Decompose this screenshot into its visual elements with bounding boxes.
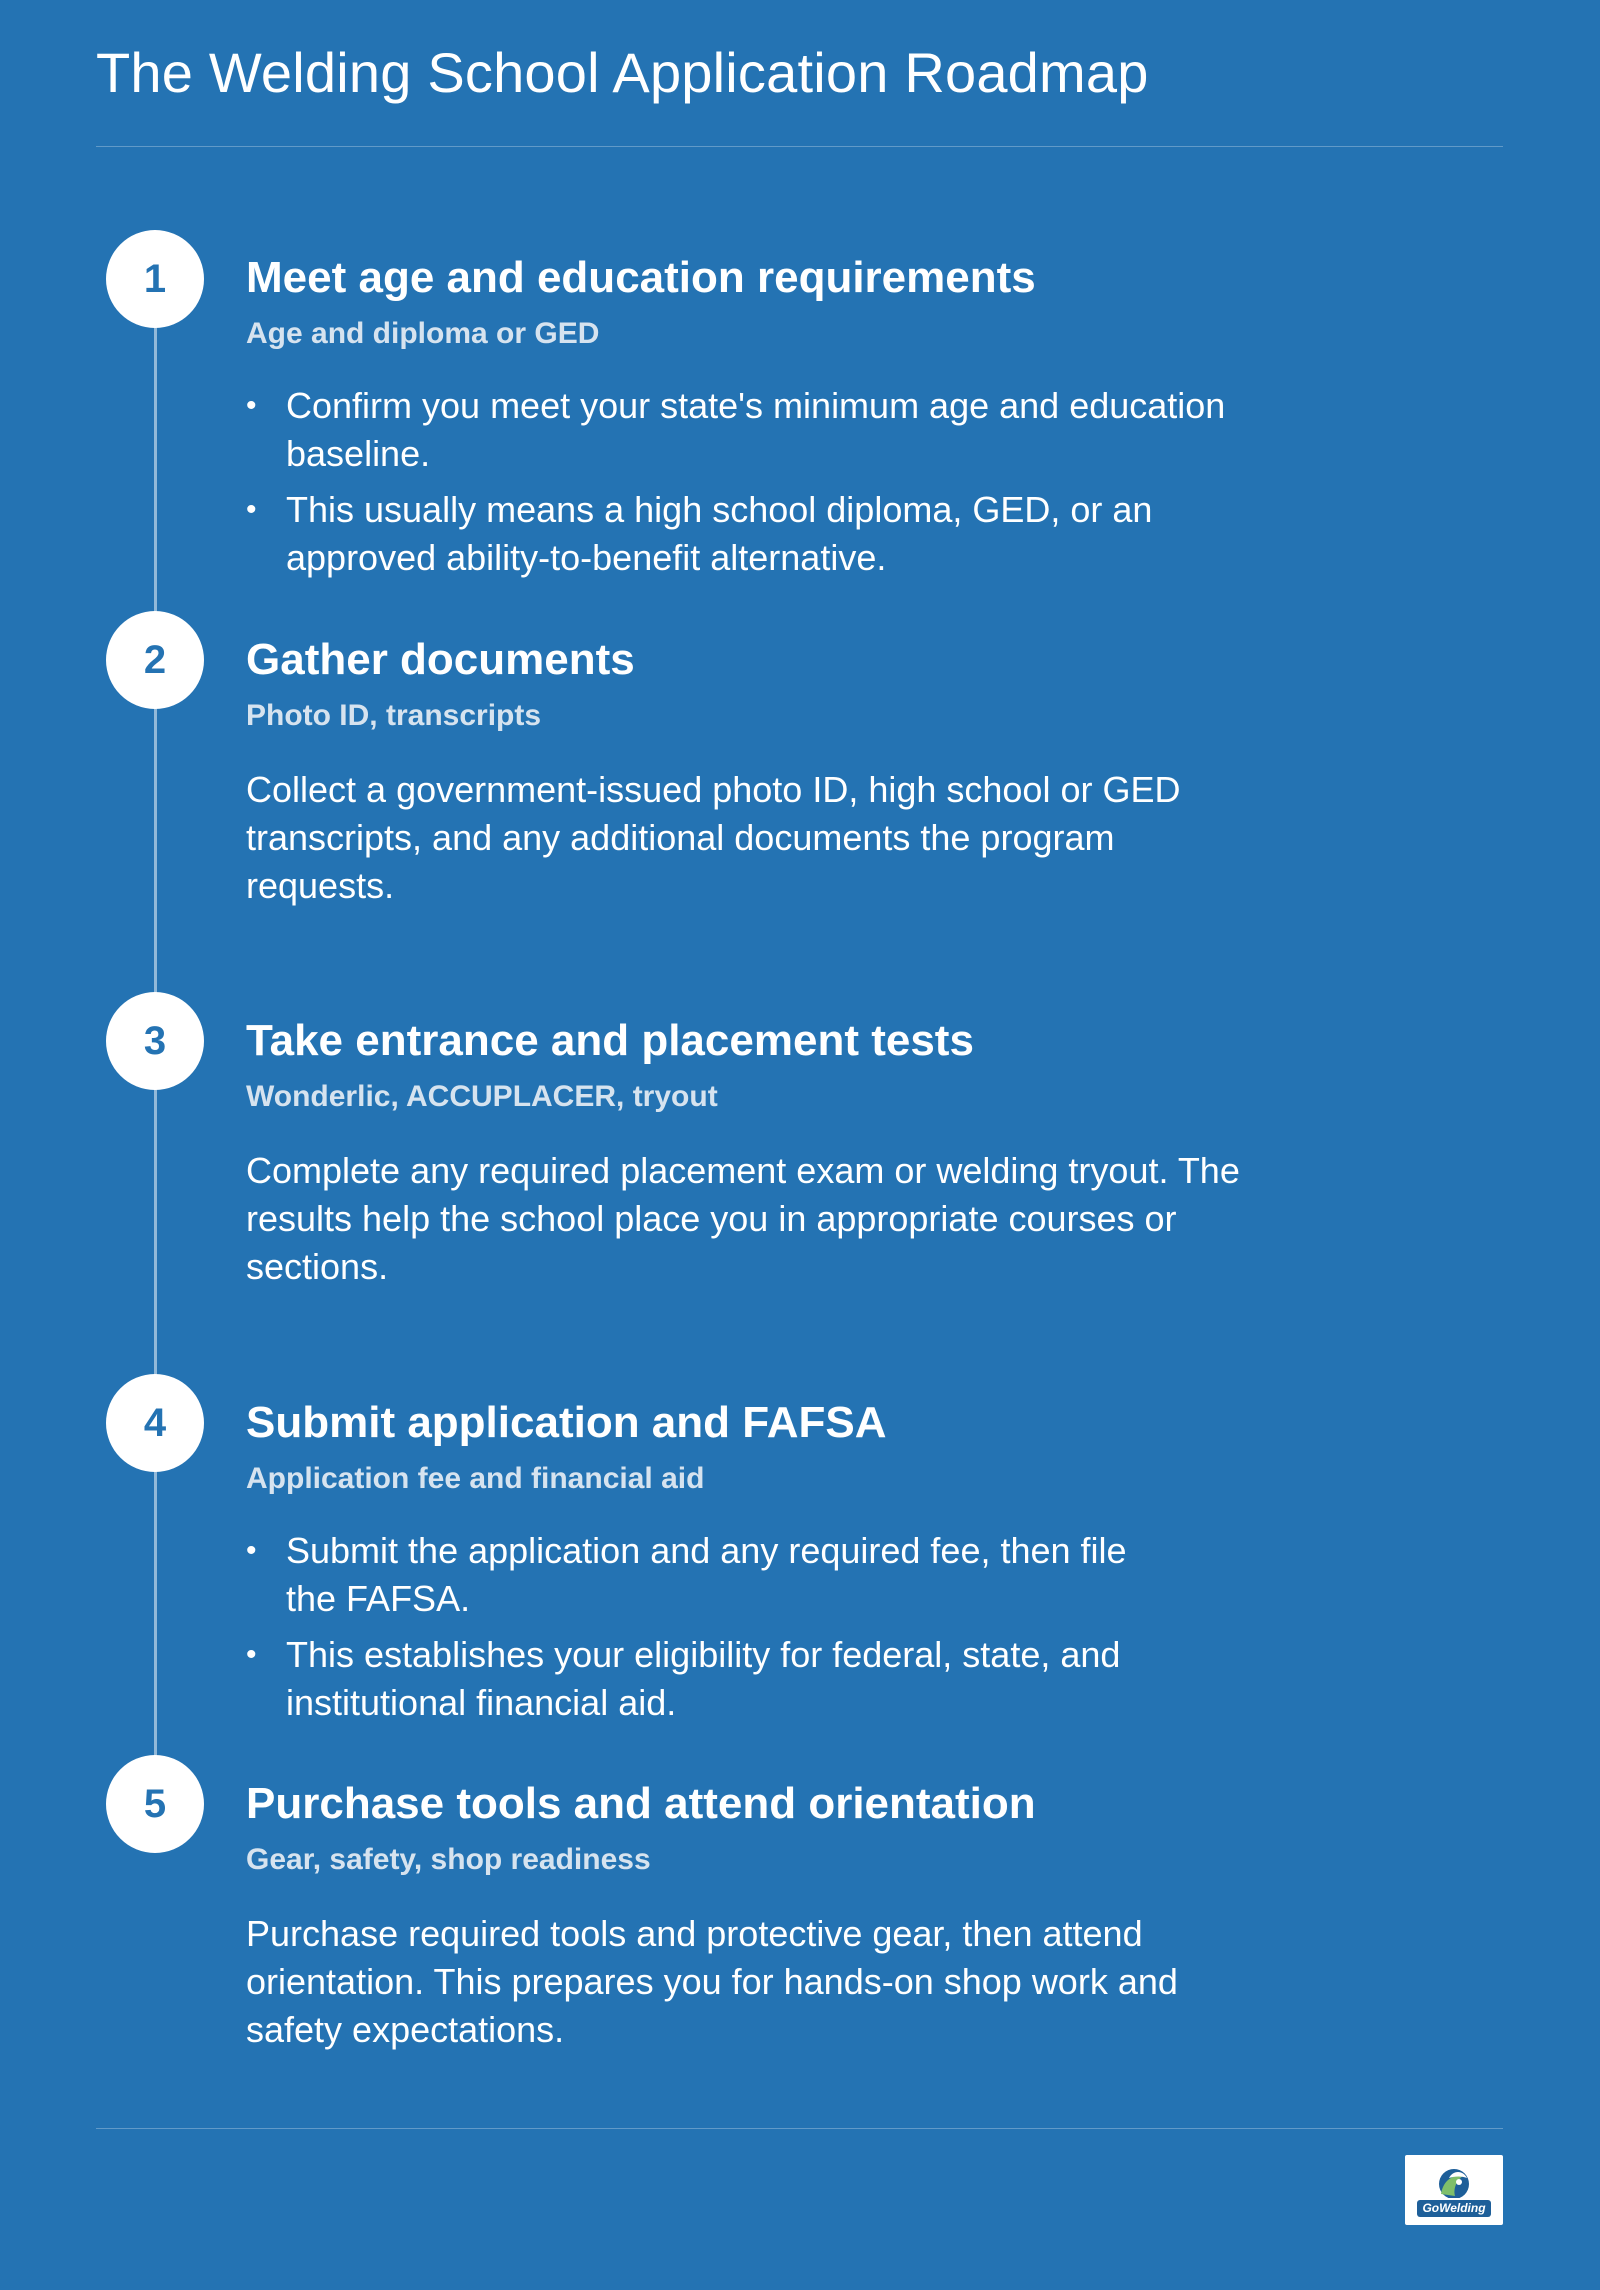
step-title: Submit application and FAFSA bbox=[246, 1398, 887, 1447]
step-number-1: 1 bbox=[106, 230, 204, 328]
step-subtitle: Age and diploma or GED bbox=[246, 317, 600, 350]
step-1 bbox=[246, 250, 1306, 590]
step-description: Purchase required tools and protective gear, then attend orientation. This prepares you for hands-on shop work and safety expectations. bbox=[246, 1913, 1178, 2050]
step-subtitle: Gear, safety, shop readiness bbox=[246, 1843, 651, 1876]
step-title: Meet age and education requirements bbox=[246, 253, 1036, 302]
step-number-5: 5 bbox=[106, 1755, 204, 1853]
step-subtitle: Application fee and financial aid bbox=[246, 1462, 705, 1495]
list-item: • This usually means a high school diploma, GED, or an approved ability-to-benefit alternative. bbox=[246, 486, 1286, 582]
list-item: • Confirm you meet your state's minimum age and education baseline. bbox=[246, 382, 1286, 478]
step-description: Complete any required placement exam or welding tryout. The results help the school place you in appropriate courses or sections. bbox=[246, 1150, 1240, 1287]
logo-text: GoWelding bbox=[1417, 2200, 1490, 2217]
list-item: • Submit the application and any required fee, then file the FAFSA. bbox=[246, 1527, 1186, 1623]
welder-logo-icon bbox=[1429, 2164, 1479, 2198]
bullet-icon: • bbox=[246, 1638, 257, 1671]
step-number-2: 2 bbox=[106, 611, 204, 709]
footer-divider bbox=[96, 2128, 1503, 2129]
step-title: Purchase tools and attend orientation bbox=[246, 1779, 1036, 1828]
gowelding-logo bbox=[1405, 2155, 1503, 2225]
step-number-3: 3 bbox=[106, 992, 204, 1090]
list-item: • This establishes your eligibility for federal, state, and institutional financial aid. bbox=[246, 1631, 1186, 1727]
step-5 bbox=[246, 1776, 1306, 2054]
step-subtitle: Photo ID, transcripts bbox=[246, 699, 542, 732]
step-description: Collect a government-issued photo ID, high school or GED transcripts, and any additional documents the program requests. bbox=[246, 769, 1181, 906]
step-2 bbox=[246, 632, 1306, 910]
bullet-icon: • bbox=[246, 389, 257, 422]
page-title: The Welding School Application Roadmap bbox=[96, 41, 1149, 104]
step-subtitle: Wonderlic, ACCUPLACER, tryout bbox=[246, 1080, 718, 1113]
step-bullet-list bbox=[246, 1527, 1186, 1727]
bullet-icon: • bbox=[246, 493, 257, 526]
step-4 bbox=[246, 1395, 1306, 1735]
header-divider bbox=[96, 146, 1503, 147]
step-number-4: 4 bbox=[106, 1374, 204, 1472]
step-3 bbox=[246, 1013, 1306, 1291]
step-title: Gather documents bbox=[246, 635, 635, 684]
bullet-icon: • bbox=[246, 1534, 257, 1567]
step-title: Take entrance and placement tests bbox=[246, 1016, 974, 1065]
step-bullet-list bbox=[246, 382, 1286, 582]
